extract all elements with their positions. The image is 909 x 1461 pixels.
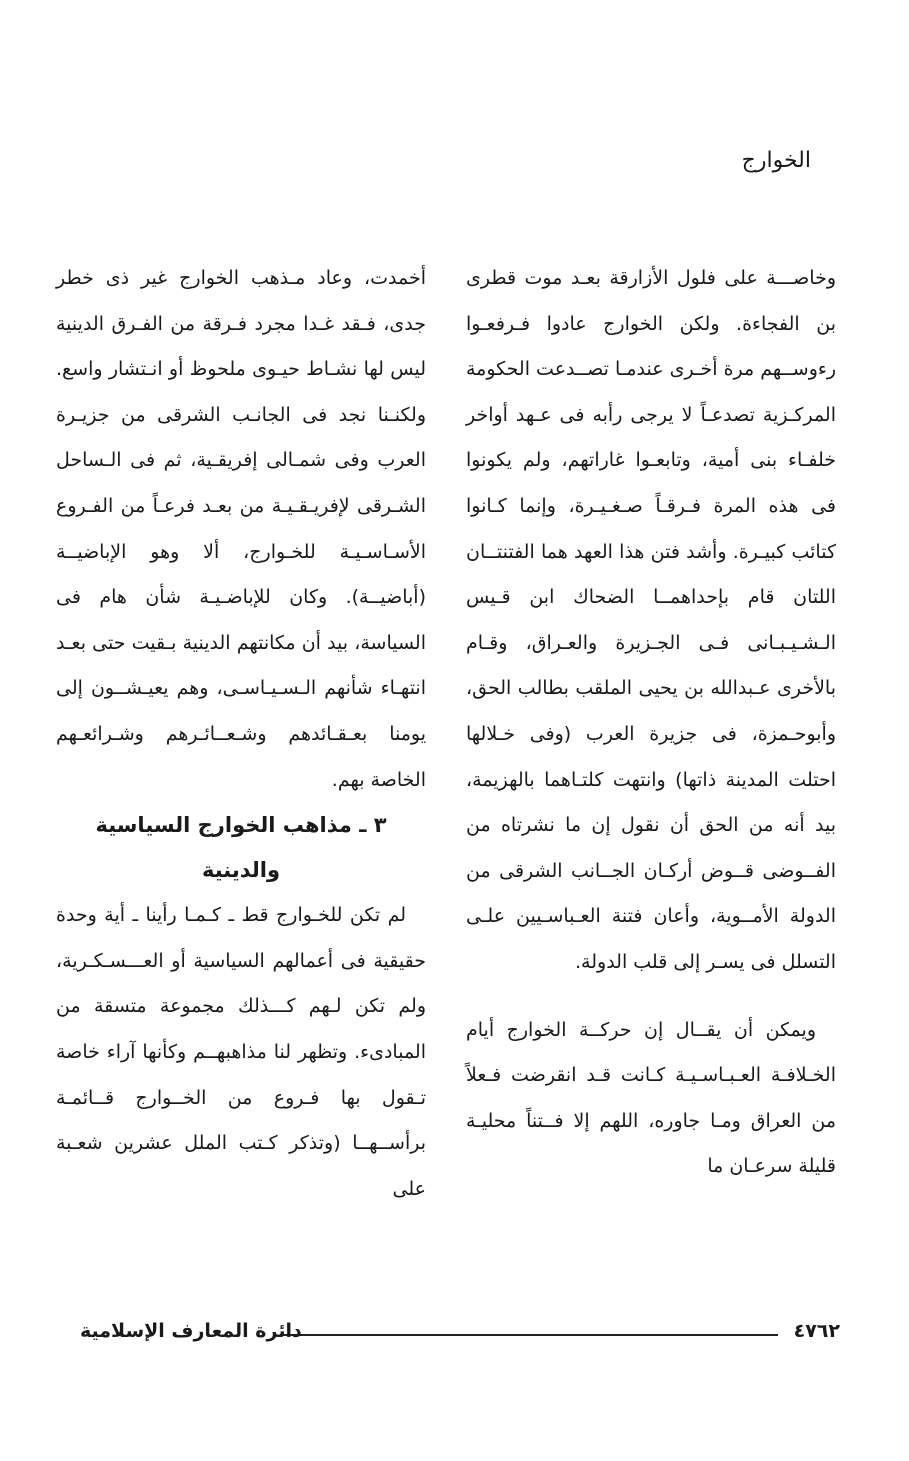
publication-title: دائرة المعارف الإسلامية bbox=[80, 1320, 302, 1342]
right-paragraph-1: وخاصـــة على فلول الأزارقة بعـد موت قطرى بن الفجاءة. ولكن الخوارج عادوا فـرفعـوا رءوســهم مرة أخـرى عندمـا تصــدعت الحكومة المركـزية تصدعـاً لا يرجى رأبه فى عـهد أواخر خلفـاء بنى أمية، وتابعـوا غاراتهم، ولم يكونوا فى هذه المرة فـرقـاً صـغـيـرة، وإنما كـانوا كتائب كبيـرة. وأشد فتن هذا العهد هما الفتنتــان اللتان قام بإحداهمــا الضحاك ابن قـيس الـشـيـبـانى فـى الجـزيرة والعـراق، وقـام بالأخرى عـبدالله بن يحيى الملقب بطالب الحق، وأبوحـمزة، فى جزيرة العرب (وفى خـلالها احتلت المدينة ذاتها) وانتهت كلتـاهما بالهزيمة، بيد أنه من الحق أن نقول إن ما نشرتاه من الفــوضى قــوض أركـان الجــانب الشرقى من الدولة الأمــوية، وأعان فتنة العـباسـيين علـى التسلل فى يسـر إلى قلب الدولة. bbox=[466, 267, 836, 973]
section-heading-line-2: والدينية bbox=[201, 858, 281, 883]
section-heading-line-1: ٣ ـ مذاهب الخوارج السياسية bbox=[95, 813, 387, 838]
left-paragraph-1: أخمدت، وعاد مـذهب الخوارج غير ذى خطر جدى، فـقد غـدا مجرد فـرقة من الفـرق الدينية ليس لها نشـاط حيـوى ملحوظ أو انـتشار واسع. ولكنـنا نجد فى الجانـب الشرقى من جزيـرة العرب وفى شمـالى إفريقـية، ثم فى الـساحل الشـرقى لإفريـقـيـة من بعـد فرعـاً من الفـروع الأسـاسـيـة للخـوارج، ألا وهو الإباضيــة (أباضيــة). وكان للإباضـيـة شأن هام فى السياسة، بيد أن مكانتهم الدينية بـقيت حتى بعـد انتهـاء شأنهم الـسـيـاسـى، وهم يعيـشــون إلى يومنا بعـقـائدهم وشـعــائـرهم وشـرائعـهم الخاصة بهم. bbox=[56, 267, 426, 791]
page-number: ٤٧٦٢ bbox=[793, 1320, 840, 1342]
footer-rule bbox=[280, 1334, 778, 1336]
page-footer bbox=[80, 1320, 840, 1350]
running-header: الخوارج bbox=[741, 148, 811, 173]
section-heading bbox=[56, 803, 426, 893]
left-paragraph-2: لم تكن للخـوارج قط ـ كـمـا رأينا ـ أية وحدة حقيقية فى أعمالهم السياسية أو العـــسـكـرية، ولم تكن لـهم كـــذلك مجموعة متسقة من المبادىء. وتظهر لنا مذاهبهــم وكأنها آراء خاصة تـقول بها فـروع من الخــوارج قــائمـة برأســهــا (وتذكر كـتب الملل عشرين شعـبة على bbox=[56, 904, 426, 1200]
left-column bbox=[56, 256, 426, 1212]
right-paragraph-2: ويمكن أن يقــال إن حركــة الخوارج أيام الخـلافـة العـبـاسـيـة كـانت قـد انقرضت فـعلاً من العراق ومـا جاوره، اللهم إلا فــتناً محليـة قليلة سرعـان ما bbox=[466, 1018, 836, 1178]
right-column bbox=[466, 256, 836, 1190]
